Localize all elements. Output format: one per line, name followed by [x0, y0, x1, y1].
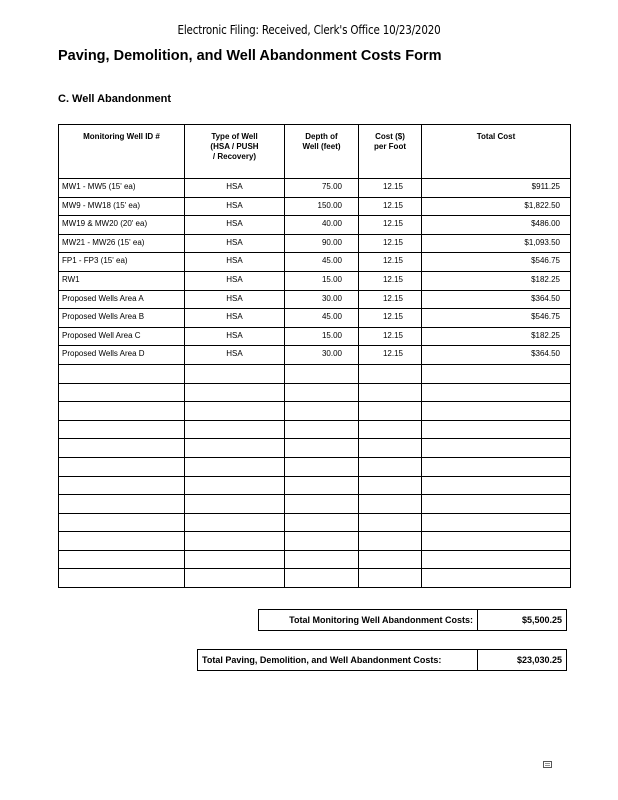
cell-type: HSA — [185, 234, 285, 253]
cell-depth: 30.00 — [285, 290, 359, 309]
cell-rate: 12.15 — [359, 197, 422, 216]
cell-total: $364.50 — [422, 290, 571, 309]
empty-row — [59, 439, 571, 458]
form-title: Paving, Demolition, and Well Abandonment Costs Form — [58, 48, 442, 64]
cell-well-id: MW1 - MW5 (15' ea) — [59, 179, 185, 198]
empty-row — [59, 476, 571, 495]
cell-total: $546.75 — [422, 309, 571, 328]
cell-type: HSA — [185, 216, 285, 235]
grand-total-value: $23,030.25 — [478, 650, 567, 671]
table-row — [59, 179, 571, 198]
cell-rate: 12.15 — [359, 327, 422, 346]
cell-rate: 12.15 — [359, 216, 422, 235]
table-row — [59, 271, 571, 290]
table-row — [59, 290, 571, 309]
cell-rate: 12.15 — [359, 309, 422, 328]
cell-rate: 12.15 — [359, 179, 422, 198]
cell-rate: 12.15 — [359, 290, 422, 309]
empty-row — [59, 364, 571, 383]
empty-row — [59, 420, 571, 439]
table-row — [59, 346, 571, 365]
cell-type: HSA — [185, 327, 285, 346]
table-header-row — [59, 125, 571, 179]
cell-type: HSA — [185, 290, 285, 309]
cell-total: $182.25 — [422, 271, 571, 290]
cell-depth: 75.00 — [285, 179, 359, 198]
empty-row — [59, 495, 571, 514]
table-row — [59, 216, 571, 235]
col-header-well-id: Monitoring Well ID # — [59, 125, 185, 179]
cell-type: HSA — [185, 197, 285, 216]
cell-total: $486.00 — [422, 216, 571, 235]
cell-type: HSA — [185, 346, 285, 365]
cell-depth: 30.00 — [285, 346, 359, 365]
cell-total: $364.50 — [422, 346, 571, 365]
empty-row — [59, 383, 571, 402]
table-row — [59, 309, 571, 328]
empty-row — [59, 532, 571, 551]
empty-row — [59, 402, 571, 421]
empty-row — [59, 550, 571, 569]
col-header-type: Type of Well (HSA / PUSH / Recovery) — [185, 125, 285, 179]
table-row — [59, 253, 571, 272]
cell-depth: 45.00 — [285, 253, 359, 272]
cell-total: $911.25 — [422, 179, 571, 198]
cell-total: $182.25 — [422, 327, 571, 346]
cell-well-id: Proposed Wells Area D — [59, 346, 185, 365]
col-header-depth: Depth of Well (feet) — [285, 125, 359, 179]
cell-type: HSA — [185, 271, 285, 290]
cell-type: HSA — [185, 179, 285, 198]
cell-well-id: FP1 - FP3 (15' ea) — [59, 253, 185, 272]
cell-type: HSA — [185, 309, 285, 328]
well-abandonment-total-value: $5,500.25 — [478, 610, 567, 631]
col-header-total: Total Cost — [422, 125, 571, 179]
cell-well-id: MW9 - MW18 (15' ea) — [59, 197, 185, 216]
cell-depth: 15.00 — [285, 271, 359, 290]
cell-total: $1,093.50 — [422, 234, 571, 253]
cell-total: $546.75 — [422, 253, 571, 272]
grand-total-box — [197, 649, 567, 671]
cell-well-id: Proposed Wells Area B — [59, 309, 185, 328]
page-mark-icon — [543, 761, 552, 768]
table-row — [59, 234, 571, 253]
cell-well-id: MW19 & MW20 (20' ea) — [59, 216, 185, 235]
cell-depth: 40.00 — [285, 216, 359, 235]
cell-rate: 12.15 — [359, 271, 422, 290]
cell-total: $1,822.50 — [422, 197, 571, 216]
col-header-rate: Cost ($) per Foot — [359, 125, 422, 179]
table-row — [59, 327, 571, 346]
cell-depth: 150.00 — [285, 197, 359, 216]
cell-well-id: MW21 - MW26 (15' ea) — [59, 234, 185, 253]
table-row — [59, 197, 571, 216]
cell-rate: 12.15 — [359, 253, 422, 272]
cell-rate: 12.15 — [359, 234, 422, 253]
empty-row — [59, 513, 571, 532]
empty-row — [59, 457, 571, 476]
cell-type: HSA — [185, 253, 285, 272]
cell-well-id: RW1 — [59, 271, 185, 290]
cell-depth: 45.00 — [285, 309, 359, 328]
section-title: C. Well Abandonment — [58, 93, 172, 105]
cell-depth: 15.00 — [285, 327, 359, 346]
well-abandonment-total-label: Total Monitoring Well Abandonment Costs: — [259, 610, 478, 631]
filing-stamp: Electronic Filing: Received, Clerk's Office 10/23/2020 — [177, 22, 441, 37]
well-abandonment-table — [58, 124, 571, 588]
cell-rate: 12.15 — [359, 346, 422, 365]
well-abandonment-total-box — [258, 609, 567, 631]
cell-depth: 90.00 — [285, 234, 359, 253]
empty-row — [59, 569, 571, 588]
cell-well-id: Proposed Wells Area A — [59, 290, 185, 309]
grand-total-label: Total Paving, Demolition, and Well Abandonment Costs: — [198, 650, 478, 671]
cell-well-id: Proposed Well Area C — [59, 327, 185, 346]
